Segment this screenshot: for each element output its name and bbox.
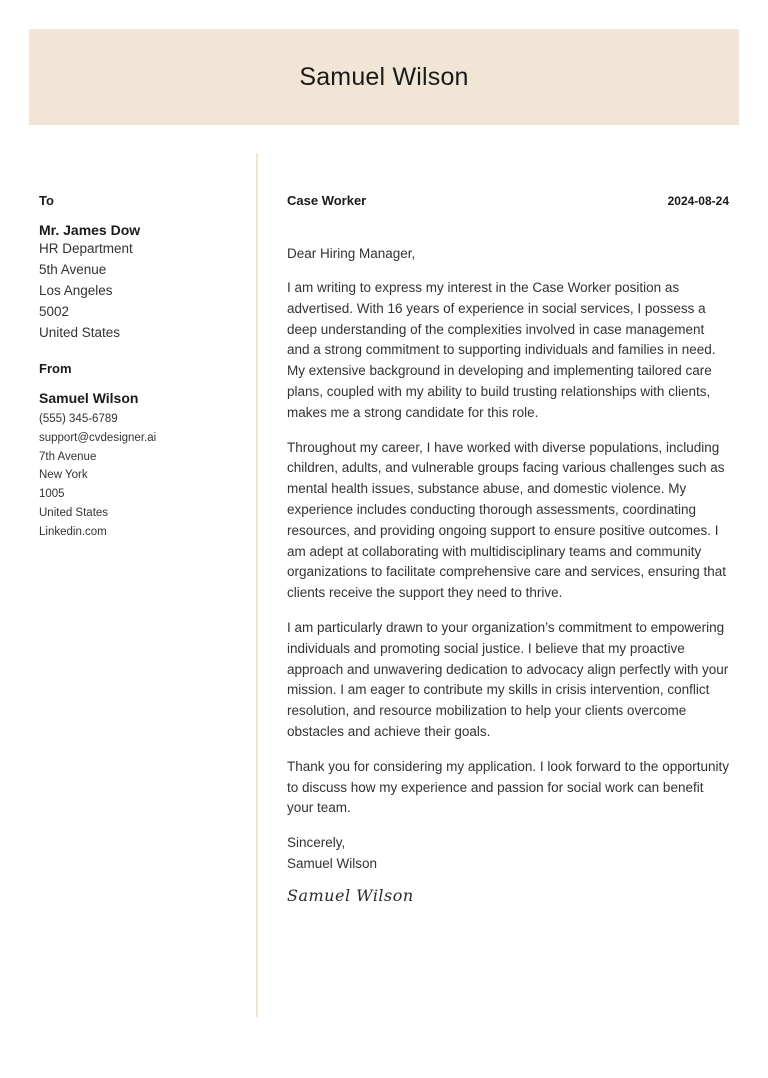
- signature: Samuel Wilson: [287, 886, 414, 906]
- sender-website: Linkedin.com: [39, 525, 107, 538]
- sender-line: New York: [39, 469, 88, 482]
- sender-line: 7th Avenue: [39, 450, 97, 463]
- recipient-line: United States: [39, 325, 121, 340]
- paragraph: I am particularly drawn to your organization’s commitment to empowering individuals and promoting social justice. I believe that my proactive approach and unwavering dedication to advocacy align perfectly with your mission. I am eager to contribute my skills in crisis intervention, conflict resolution, and resource mobilization to help your clients overcome obstacles and achieve their goals.: [287, 619, 729, 739]
- sender-name: Samuel Wilson: [39, 390, 139, 406]
- closing-name: Samuel Wilson: [287, 856, 378, 872]
- page-title: Samuel Wilson: [299, 62, 469, 91]
- letter-body: [287, 193, 729, 905]
- column-divider: [256, 153, 258, 1017]
- paragraph: Throughout my career, I have worked with diverse populations, including children, adults, and vulnerable groups facing various challenges such as mental health issues, substance abuse, and domestic violence. My experience includes conducting thorough assessments, coordinating resources, and providing ongoing support to ensure positive outcomes. I am adept at collaborating with multidisciplinary teams and community organizations to facilitate comprehensive care and services, ensuring that clients receive the support they need to thrive.: [287, 439, 726, 601]
- recipient-address: [39, 238, 244, 343]
- address-column: [39, 193, 244, 542]
- recipient-line: 5002: [39, 304, 70, 319]
- header-banner: [29, 29, 739, 125]
- closing-salutation: Sincerely,: [287, 835, 346, 851]
- sender-phone: (555) 345-6789: [39, 413, 118, 425]
- letter-topline: [287, 193, 729, 213]
- sender-line: United States: [39, 506, 109, 519]
- sender-line: 1005: [39, 488, 65, 501]
- position-title: Case Worker: [287, 193, 367, 208]
- sender-label: From: [39, 361, 72, 376]
- closing: [287, 832, 729, 874]
- paragraph: I am writing to express my interest in the Case Worker position as advertised. With 16 years of experience in social services, I possess a deep understanding of the complexities involved in case management and a strong commitment to supporting individuals and families in need. My extensive background in developing and implementing tailored care plans, coupled with my ability to build trusting relationships with clients, makes me a strong candidate for this role.: [287, 280, 716, 420]
- sender-email: support@cvdesigner.ai: [39, 431, 157, 444]
- sender-contact: [39, 410, 244, 542]
- recipient-line: HR Department: [39, 241, 133, 256]
- greeting: Dear Hiring Manager,: [287, 246, 416, 261]
- recipient-line: 5th Avenue: [39, 262, 107, 277]
- recipient-line: Los Angeles: [39, 283, 113, 298]
- paragraph: Thank you for considering my application. I look forward to the opportunity to discuss how my experience and passion for social work can benefit your team.: [287, 758, 729, 816]
- recipient-name: Mr. James Dow: [39, 222, 141, 238]
- recipient-label: To: [39, 193, 54, 208]
- letter-date: 2024-08-24: [667, 194, 729, 208]
